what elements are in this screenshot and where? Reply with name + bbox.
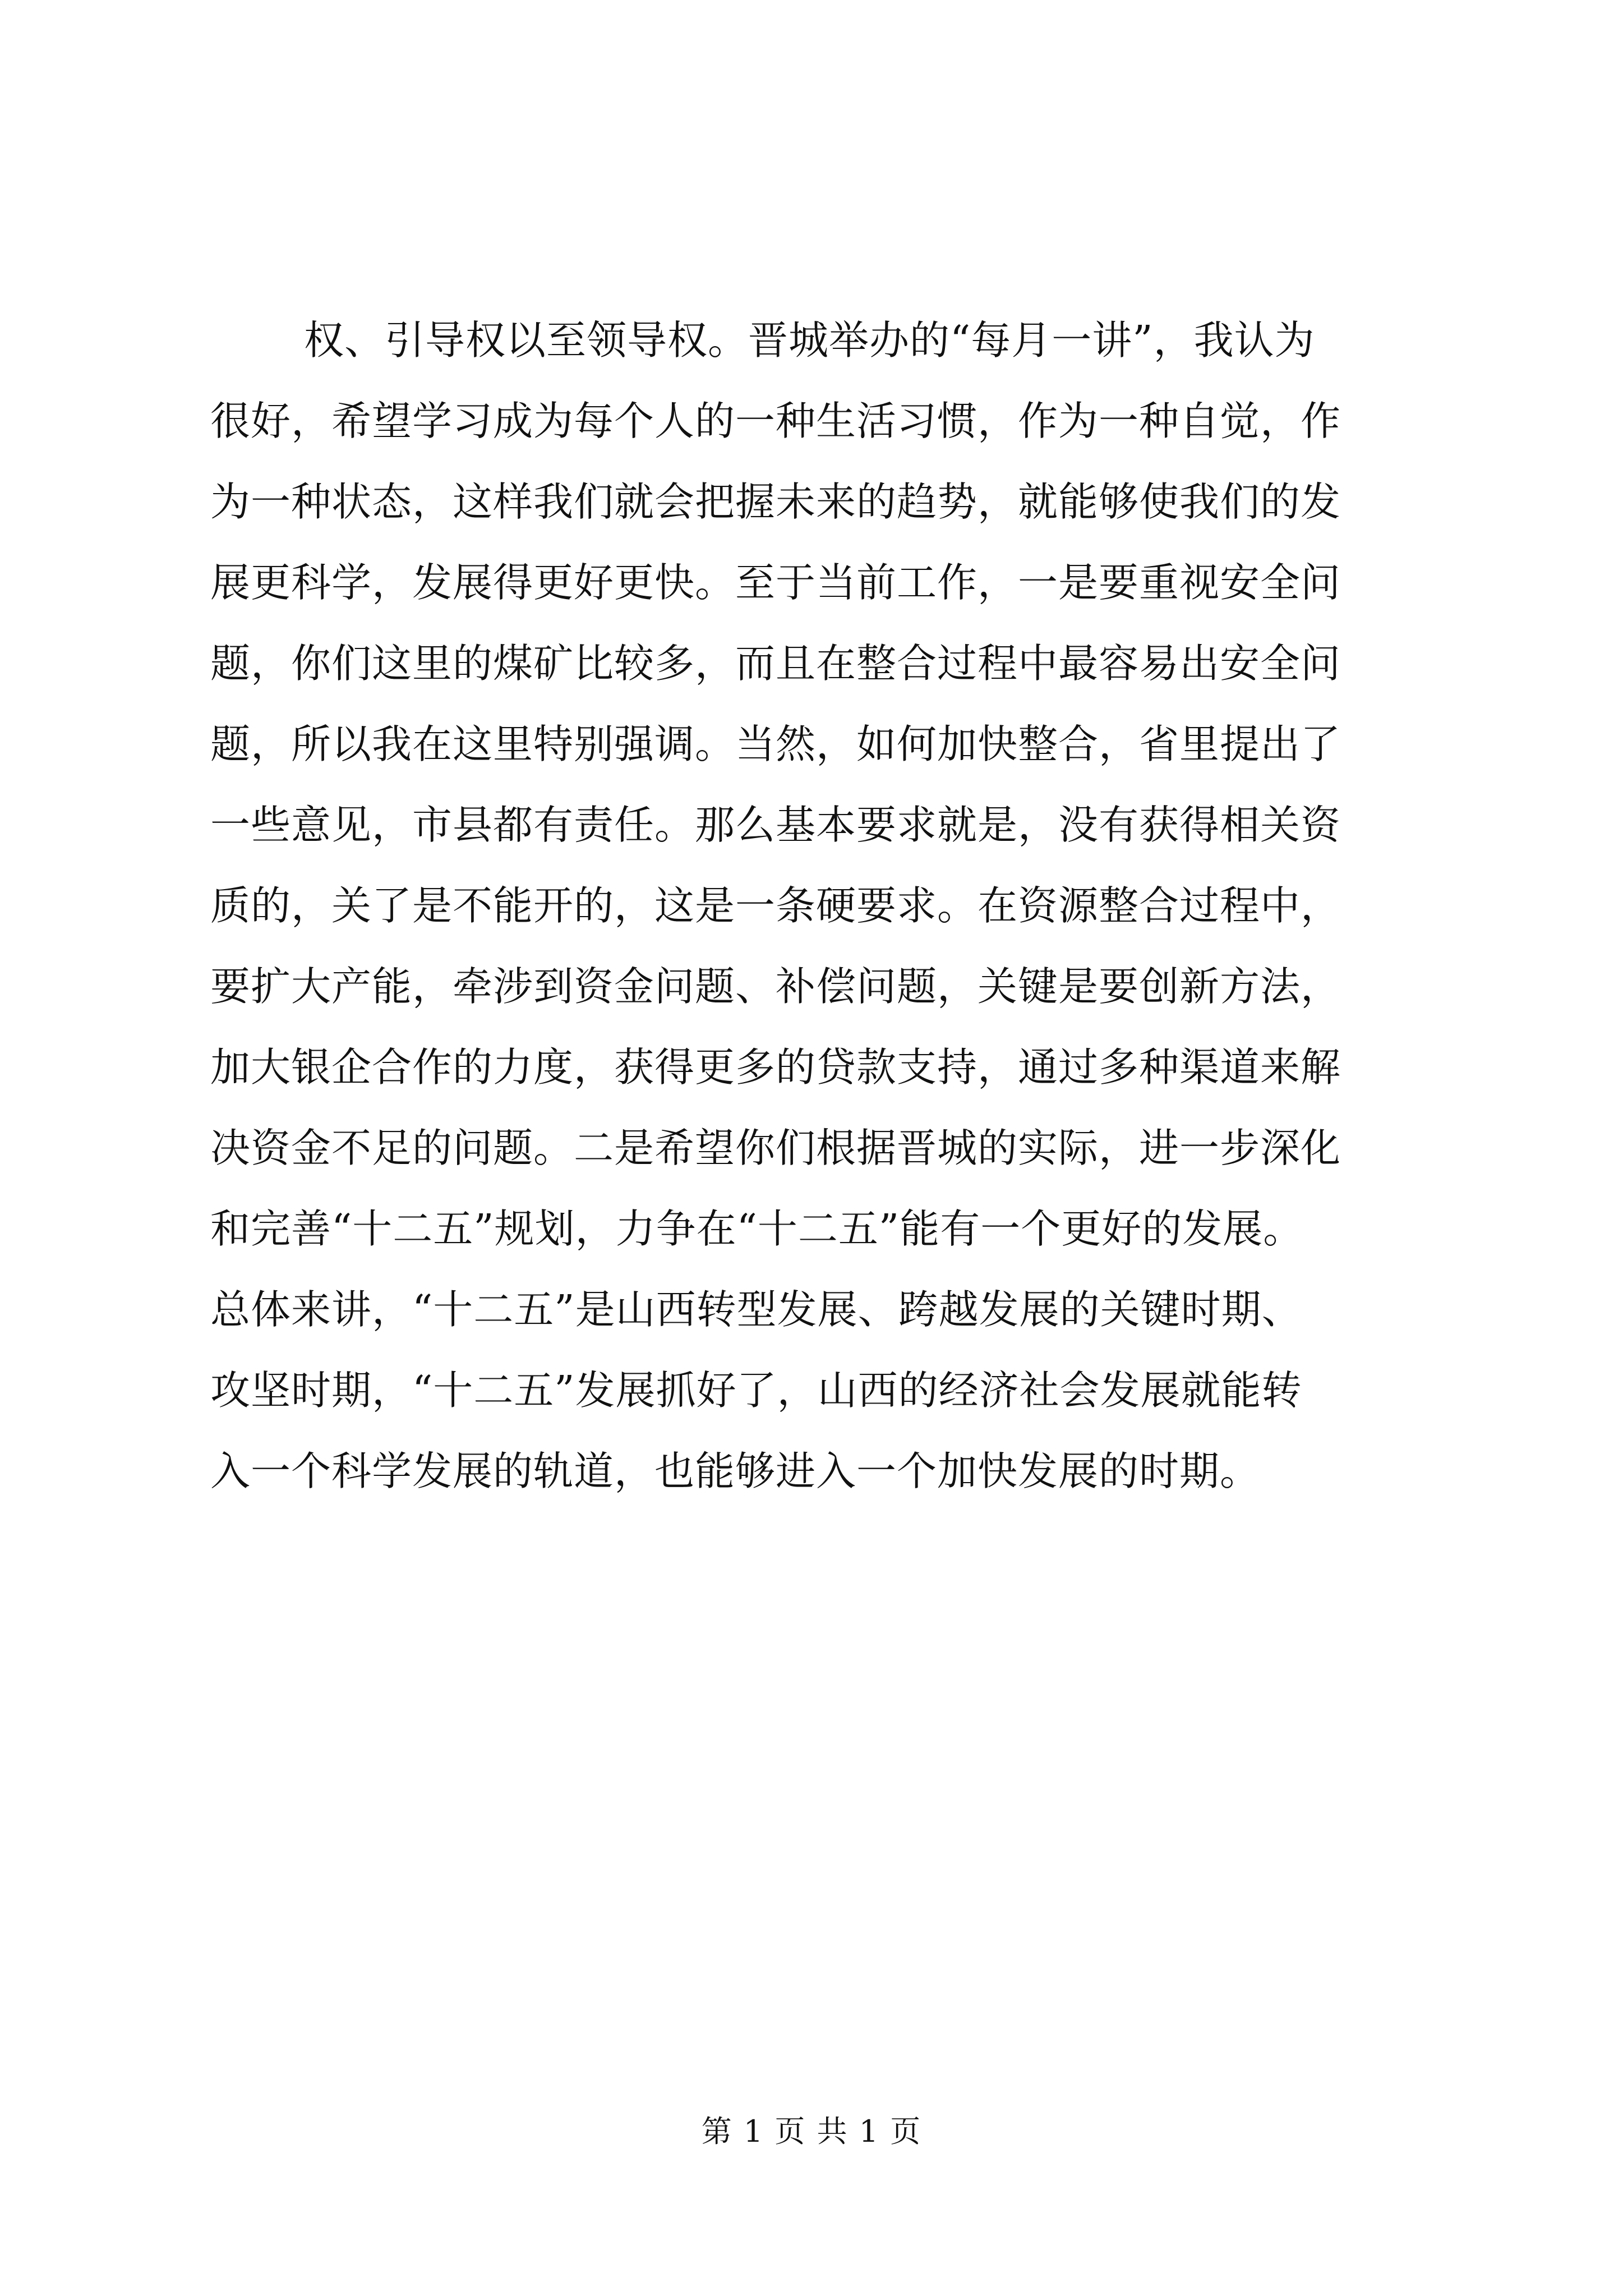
- text-line: 题，你们这里的煤矿比较多，而且在整合过程中最容易出安全问: [210, 640, 1341, 687]
- text-line: 为一种状态，这样我们就会把握未来的趋势，就能够使我们的发: [210, 478, 1341, 525]
- text-line: 很好，希望学习成为每个人的一种生活习惯，作为一种自觉，作: [210, 398, 1341, 444]
- text-line: 和完善“十二五”规划，力争在“十二五”能有一个更好的发展。: [210, 1205, 1304, 1252]
- text-line: 一些意见，市县都有责任。那么基本要求就是，没有获得相关资: [210, 802, 1341, 848]
- text-line: 加大银企合作的力度，获得更多的贷款支持，通过多种渠道来解: [210, 1044, 1341, 1091]
- text-line: 决资金不足的问题。二是希望你们根据晋城的实际，进一步深化: [210, 1125, 1341, 1171]
- text-line: 质的，关了是不能开的，这是一条硬要求。在资源整合过程中，: [210, 882, 1341, 929]
- body-paragraph: [210, 300, 1422, 1512]
- text-line: 要扩大产能，牵涉到资金问题、补偿问题，关键是要创新方法，: [210, 963, 1341, 1010]
- text-line: 入一个科学发展的轨道，也能够进入一个加快发展的时期。: [210, 1448, 1261, 1494]
- text-line: 题，所以我在这里特别强调。当然，如何加快整合，省里提出了: [210, 721, 1341, 767]
- page-number-footer: 第 1 页 共 1 页: [701, 2114, 922, 2149]
- text-line: 权、引导权以至领导权。晋城举办的“每月一讲”，我认为: [304, 317, 1315, 364]
- text-line: 总体来讲，“十二五”是山西转型发展、跨越发展的关键时期、: [210, 1286, 1302, 1333]
- text-line: 攻坚时期，“十二五”发展抓好了，山西的经济社会发展就能转: [210, 1367, 1302, 1414]
- text-line: 展更科学，发展得更好更快。至于当前工作，一是要重视安全问: [210, 559, 1341, 606]
